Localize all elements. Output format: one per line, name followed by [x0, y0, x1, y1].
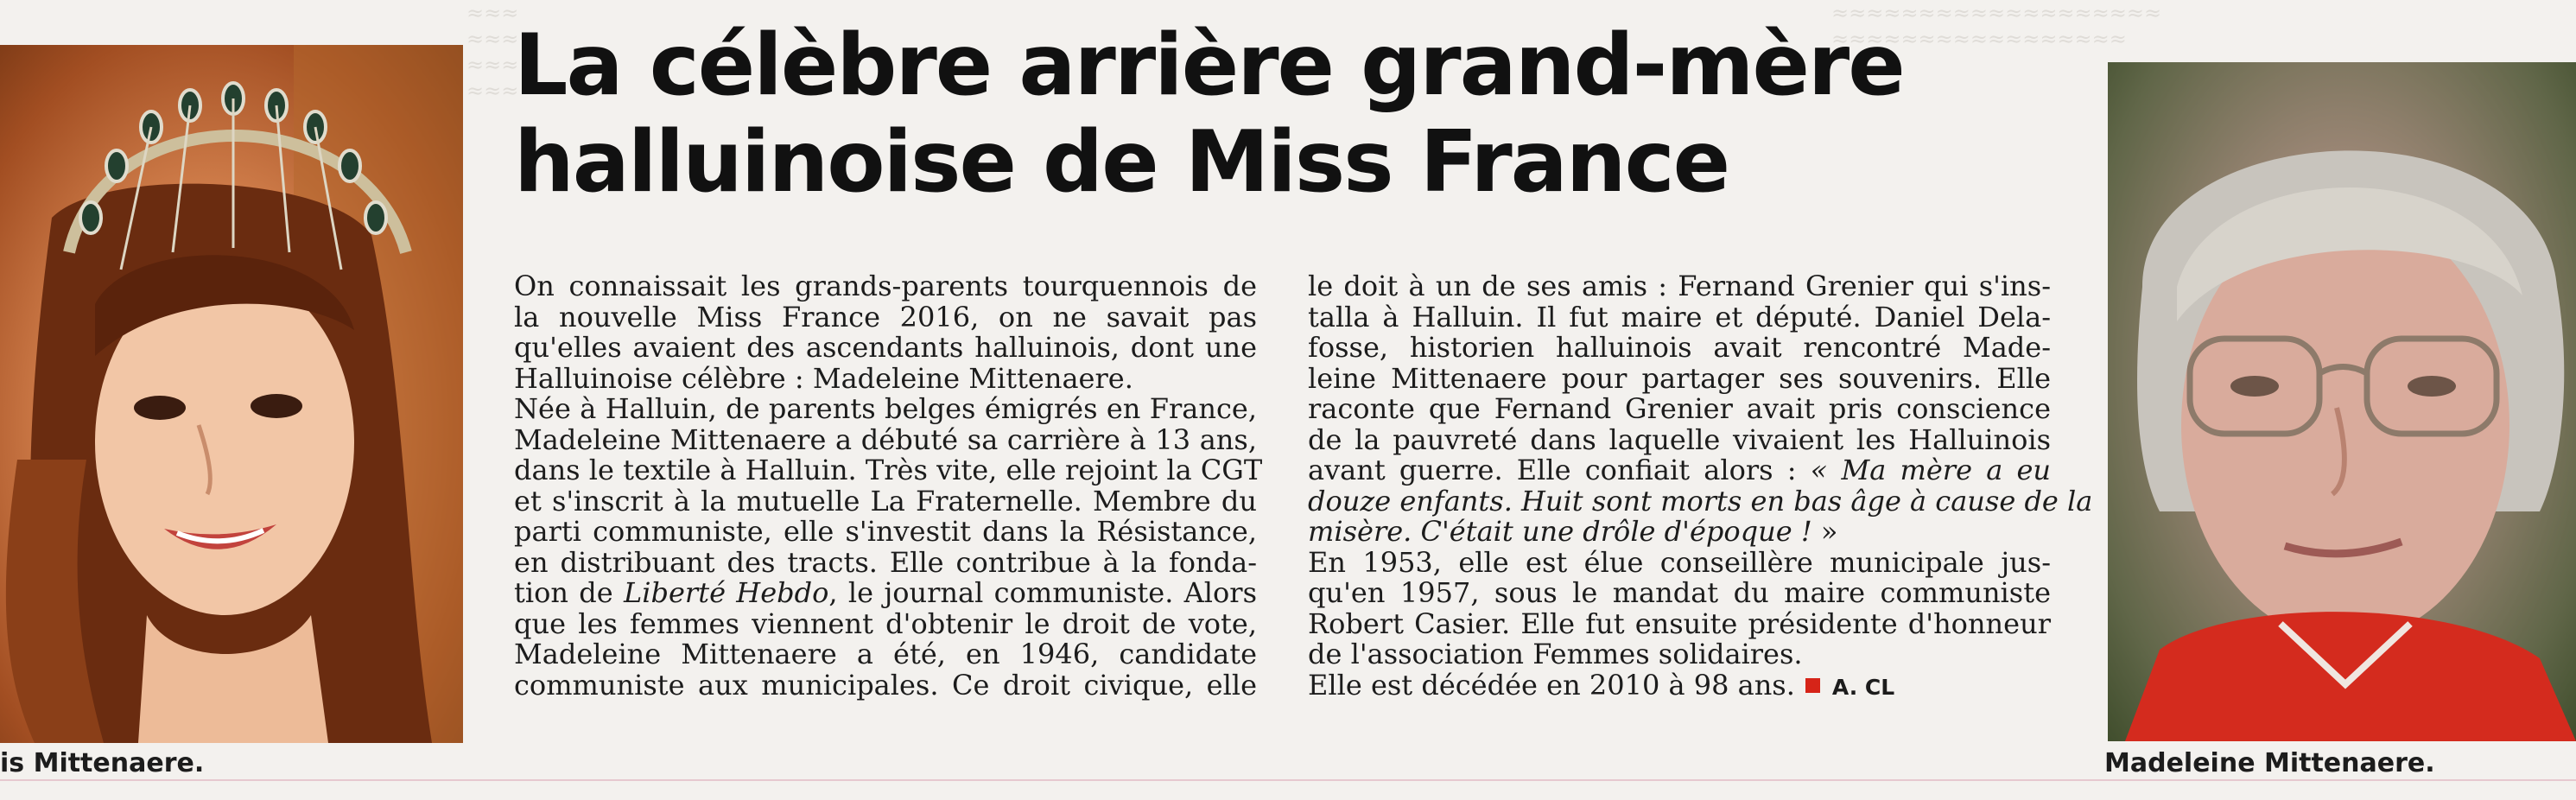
body-text: , le journal communiste. Alors: [828, 576, 1258, 609]
body-line: le doit à un de ses amis : Fernand Grenier qui s'ins-: [1308, 270, 2051, 302]
body-line: de l'association Femmes solidaires.: [1308, 638, 1803, 670]
body-line: qu'en 1957, sous le mandat du maire communiste: [1308, 576, 2051, 609]
article-column-2: [1308, 270, 2093, 702]
quote-line: [1308, 517, 2051, 548]
body-line: que les femmes viennent d'obtenir le droit de vote,: [514, 606, 1257, 640]
article-headline: [514, 17, 1939, 211]
body-line: communiste aux municipales. Ce droit civique, elle: [514, 668, 1257, 702]
body-line: En 1953, elle est élue conseillère municipale jus-: [1308, 545, 2051, 579]
bleed-through-text: ≈≈≈ ≈≈≈ ≈≈≈ ≈≈≈: [466, 1, 519, 103]
body-line-final: [1308, 670, 2051, 703]
newspaper-title: Liberté Hebdo: [624, 576, 829, 609]
body-line: qu'elles avaient des ascendants halluinois, dont une: [514, 331, 1257, 364]
quote-line: douze enfants. Huit sont morts en bas âge à cause de la: [1308, 484, 2093, 517]
quote-close: »: [1820, 515, 1838, 548]
body-line: fosse, historien halluinois avait rencontré Made-: [1308, 331, 2051, 364]
body-line: leine Mittenaere pour partager ses souvenirs. Elle: [1308, 361, 2051, 395]
body-line: On connaissait les grands-parents tourquennois de: [514, 270, 1257, 302]
body-line: Halluinoise célèbre : Madeleine Mittenaere.: [514, 361, 1133, 395]
body-line: de la pauvreté dans laquelle vivaient les Halluinois: [1308, 422, 2051, 456]
body-line: parti communiste, elle s'investit dans la Résistance,: [514, 515, 1257, 548]
end-square-icon: [1805, 678, 1820, 693]
body-line: [514, 578, 1257, 609]
photo-miss-france: [0, 45, 463, 743]
body-line: dans le textile à Halluin. Très vite, elle rejoint la CGT: [514, 454, 1263, 486]
headline-line-2: halluinoise de Miss France: [514, 113, 1729, 212]
bleed-through-text: ≈≈≈≈≈≈≈≈≈≈≈≈≈≈≈≈≈≈≈ ≈≈≈≈≈≈≈≈≈≈≈≈≈≈≈≈≈: [1831, 1, 2162, 51]
body-line: Madeleine Mittenaere a débuté sa carrière à 13 ans,: [514, 422, 1257, 456]
quote-text: « Ma mère a eu: [1810, 454, 2052, 486]
body-line: la nouvelle Miss France 2016, on ne savait pas: [514, 300, 1257, 333]
body-text: tion de: [514, 576, 624, 609]
body-text: Elle est décédée en 2010 à 98 ans.: [1308, 668, 1795, 702]
author-signature: A. CL: [1831, 674, 1895, 700]
page-bottom-rule: [0, 779, 2576, 781]
body-text: avant guerre. Elle confiait alors :: [1308, 454, 1811, 486]
photo-madeleine-mittenaere: [2108, 62, 2576, 741]
body-line: Née à Halluin, de parents belges émigrés en France,: [514, 392, 1257, 425]
body-line: et s'inscrit à la mutuelle La Fraternelle. Membre du: [514, 484, 1257, 517]
photo-caption-left: is Mittenaere.: [0, 748, 205, 778]
headline-line-1: La célèbre arrière grand-mère: [514, 16, 1904, 115]
body-line: raconte que Fernand Grenier avait pris conscience: [1308, 392, 2051, 425]
body-line: en distribuant des tracts. Elle contribue à la fonda-: [514, 545, 1257, 579]
body-line: Madeleine Mittenaere a été, en 1946, candidate: [514, 638, 1257, 670]
quote-text: misère. C'était une drôle d'époque !: [1308, 515, 1821, 548]
body-line: Robert Casier. Elle fut ensuite présidente d'honneur: [1308, 606, 2051, 640]
photo-caption-right: Madeleine Mittenaere.: [2104, 748, 2435, 778]
body-line: talla à Halluin. Il fut maire et député. Daniel Dela-: [1308, 300, 2051, 333]
article-column-1: [514, 270, 1263, 702]
body-line: [1308, 455, 2051, 486]
